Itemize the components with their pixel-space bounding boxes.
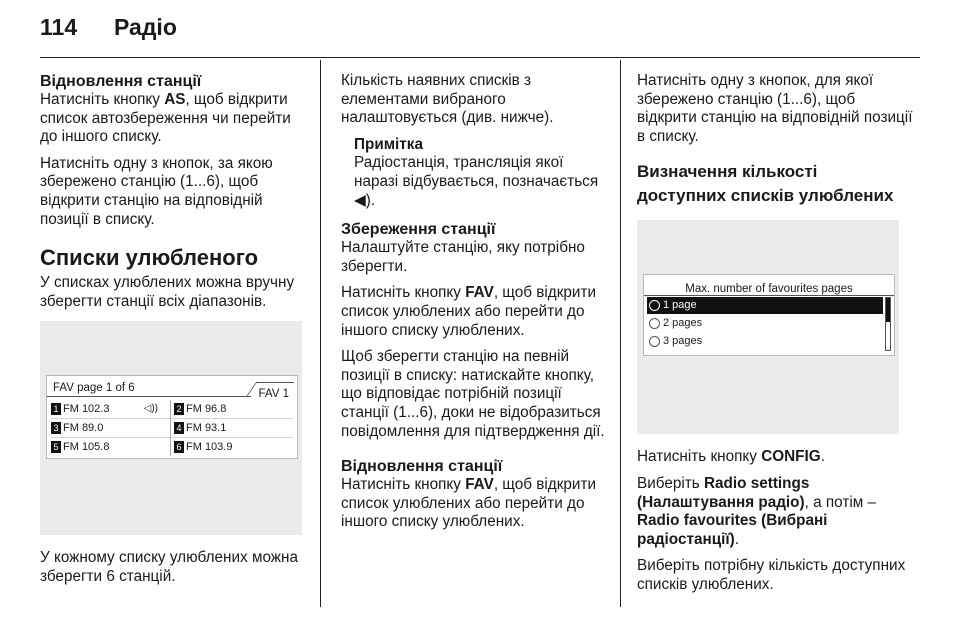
page-number: 114 xyxy=(40,14,78,40)
option-2-pages: 2 pages xyxy=(647,315,883,332)
note-body: Радіостанція, трансляція якої наразі відбувається, позначається ◀). xyxy=(354,154,599,209)
paragraph: Налаштуйте станцію, яку потрібно зберегти. xyxy=(341,239,585,275)
paragraph: Виберіть Radio settings (Налаштування радіо), а потім – Radio favourites (Вибрані радіостанції). xyxy=(637,474,877,548)
paragraph: Кількість наявних списків з елементами вибраного налаштовується (див. нижче). xyxy=(341,72,554,127)
button-name-fav: FAV xyxy=(465,284,494,302)
station-slot: 1 FM 102.3 ◁)) xyxy=(51,400,170,418)
station-row xyxy=(51,438,293,456)
pages-screen-image xyxy=(637,220,899,434)
radio-icon xyxy=(649,300,660,311)
page-header xyxy=(40,14,177,41)
header-rule xyxy=(40,57,920,58)
pages-screen-title: Max. number of favourites pages xyxy=(685,283,853,296)
heading-restore-station: Відновлення станції xyxy=(40,73,202,90)
column-2 xyxy=(341,72,607,540)
heading-save-station: Збереження станції xyxy=(341,221,496,239)
scrollbar xyxy=(885,297,891,351)
note-title: Примітка xyxy=(354,135,423,153)
column-divider-2 xyxy=(620,60,621,607)
option-3-pages: 3 pages xyxy=(647,333,883,350)
fav-station-grid xyxy=(51,400,293,456)
station-row xyxy=(51,419,293,438)
button-name-fav: FAV xyxy=(465,476,494,494)
heading-restore-station-2: Відновлення станції xyxy=(341,458,503,476)
station-slot: 6 FM 103.9 xyxy=(170,438,293,456)
menu-radio-settings: Radio settings (Налаштування радіо) xyxy=(637,474,810,511)
paragraph: Натисніть кнопку FAV, щоб відкрити список улюблених або перейти до іншого списку улюблених. xyxy=(341,476,596,531)
heading-favourite-lists: Списки улюбленого xyxy=(40,245,259,271)
station-row xyxy=(51,400,293,419)
paragraph: У кожному списку улюблених можна зберегти 6 станцій. xyxy=(40,549,298,585)
fav-screen xyxy=(46,375,298,459)
paragraph: Натисніть кнопку AS, щоб відкрити список автозбереження чи перейти до іншого списку. xyxy=(40,91,291,146)
fav-screen-image xyxy=(40,321,302,535)
radio-icon xyxy=(649,336,660,347)
heading-favourites-count: Визначення кількості доступних списків улюблених xyxy=(637,162,894,206)
pages-screen xyxy=(643,274,895,356)
station-slot: 4 FM 93.1 xyxy=(170,419,293,437)
paragraph: Щоб зберегти станцію на певній позиції в списку: натискайте кнопку, що відповідає потрібній позиції станції (1...6), доки не відобразиться повідомлення для підтвердження дії. xyxy=(341,348,605,440)
option-1-page: 1 page xyxy=(647,297,883,314)
station-slot: 5 FM 105.8 xyxy=(51,438,170,456)
note-box xyxy=(341,136,607,210)
radio-icon xyxy=(649,318,660,329)
paragraph: Натисніть кнопку FAV, щоб відкрити список улюблених або перейти до іншого списку улюблених. xyxy=(341,284,596,339)
paragraph: У списках улюблених можна вручну зберегти станції всіх діапазонів. xyxy=(40,274,295,310)
now-playing-speaker-icon: ◁)) xyxy=(143,403,158,415)
station-slot: 2 FM 96.8 xyxy=(170,400,293,418)
button-name-config: CONFIG xyxy=(761,448,821,466)
paragraph: Натисніть кнопку CONFIG. xyxy=(637,448,825,466)
paragraph: Натисніть одну з кнопок, за якою збережено станцію (1...6), щоб відкрити станцію на відповідній позиції в списку. xyxy=(40,154,273,228)
fav-screen-title: FAV page 1 of 6 xyxy=(53,382,135,395)
menu-radio-favourites: Radio favourites (Вибрані радіостанції) xyxy=(637,512,828,548)
column-3 xyxy=(637,72,917,603)
button-name-as: AS xyxy=(164,91,186,108)
column-divider-1 xyxy=(320,60,321,607)
paragraph: Натисніть одну з кнопок, для якої збережено станцію (1...6), щоб відкрити станцію на відповідній позиції в списку. xyxy=(637,72,913,145)
paragraph: Виберіть потрібну кількість доступних списків улюблених. xyxy=(637,557,906,593)
fav-tab-label: FAV 1 xyxy=(258,388,289,401)
section-title: Радіо xyxy=(114,14,177,40)
station-slot: 3 FM 89.0 xyxy=(51,419,170,437)
column-1 xyxy=(40,72,308,595)
